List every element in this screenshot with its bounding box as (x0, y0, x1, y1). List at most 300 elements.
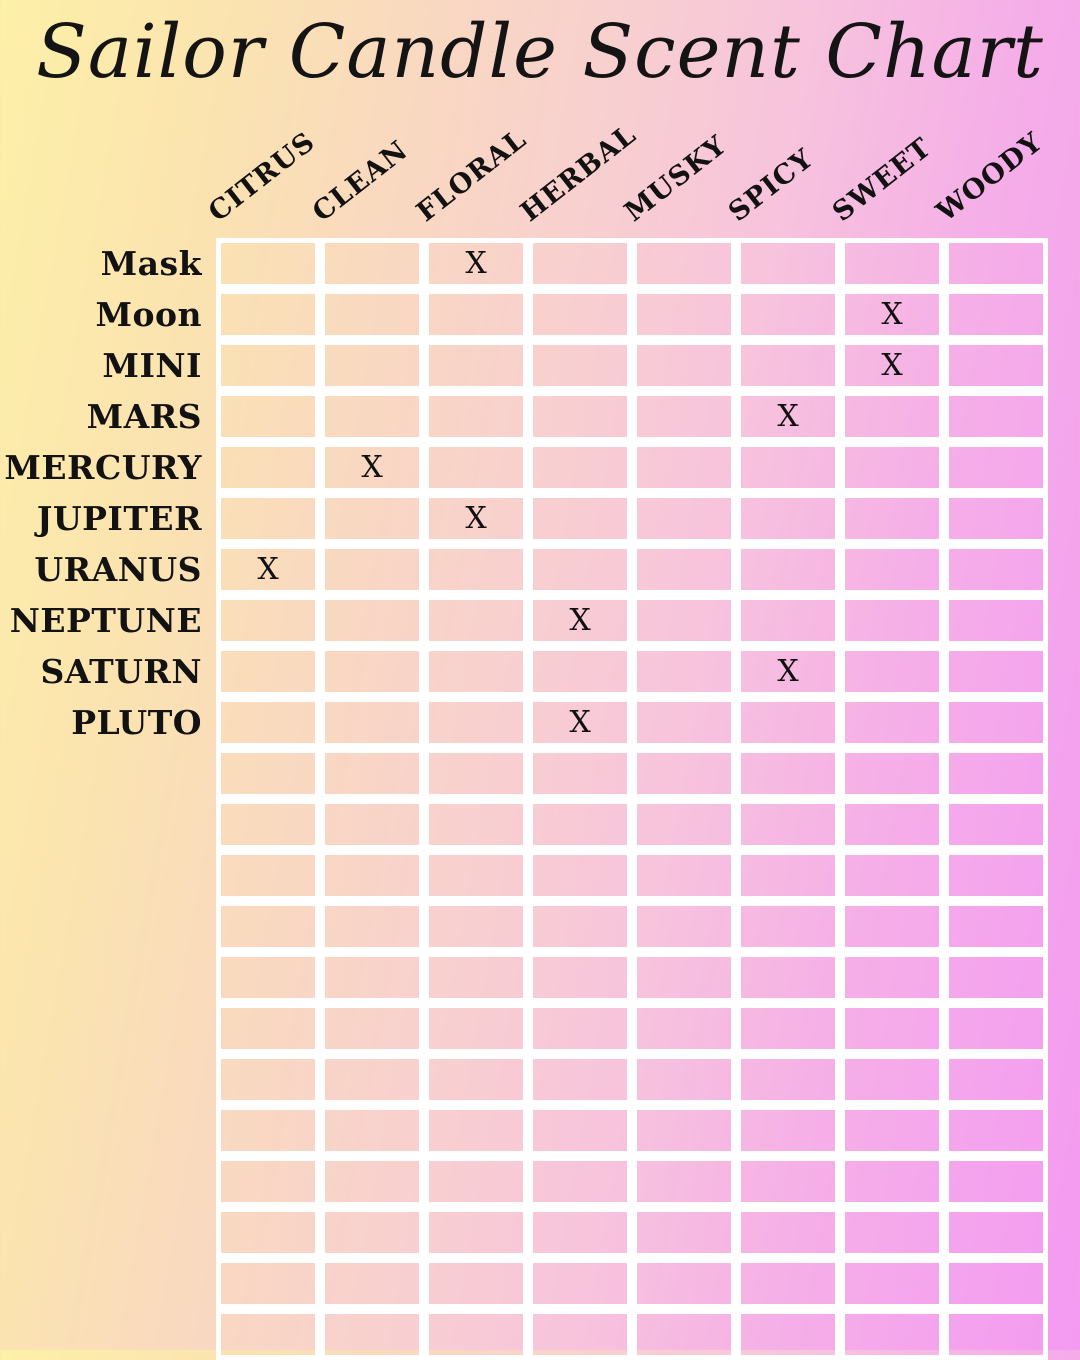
row-label-pluto: PLUTO (71, 703, 202, 742)
grid-cell[interactable] (632, 544, 736, 595)
grid-cell[interactable] (632, 1105, 736, 1156)
page-title: Sailor Candle Scent Chart (36, 9, 1044, 95)
grid-cell[interactable] (632, 646, 736, 697)
grid-cell[interactable] (216, 391, 320, 442)
grid-cell[interactable] (320, 1003, 424, 1054)
grid-cell[interactable] (736, 850, 840, 901)
cell-mark (533, 1110, 627, 1151)
grid-cell[interactable] (632, 901, 736, 952)
row-label-empty (0, 1258, 214, 1309)
grid-cell[interactable] (736, 442, 840, 493)
grid-cell[interactable] (632, 697, 736, 748)
table-row (216, 238, 1048, 289)
grid-cell[interactable] (736, 1054, 840, 1105)
table-row (216, 1105, 1048, 1156)
cell-mark (949, 1212, 1043, 1253)
row-label-empty (0, 952, 214, 1003)
cell-mark (637, 753, 731, 794)
cell-mark (637, 600, 731, 641)
grid-cell[interactable] (736, 697, 840, 748)
grid-cell[interactable] (320, 442, 424, 493)
grid-cell[interactable] (736, 646, 840, 697)
cell-mark (533, 447, 627, 488)
column-header-clean (306, 104, 424, 234)
cell-mark (221, 396, 315, 437)
grid-cell[interactable] (736, 493, 840, 544)
grid-cell[interactable] (840, 1156, 944, 1207)
table-row (216, 748, 1048, 799)
row-label-empty (0, 1207, 214, 1258)
table-row (216, 646, 1048, 697)
cell-mark (949, 1263, 1043, 1304)
grid-cell[interactable] (320, 901, 424, 952)
grid-cell[interactable] (944, 595, 1048, 646)
cell-mark (429, 345, 523, 386)
cell-mark (949, 651, 1043, 692)
grid-cell[interactable] (320, 850, 424, 901)
grid-cell[interactable] (528, 850, 632, 901)
grid-cell[interactable] (320, 1309, 424, 1360)
cell-mark (949, 702, 1043, 743)
grid-cell[interactable] (528, 391, 632, 442)
cell-mark: X (569, 603, 591, 638)
grid-cell[interactable] (736, 952, 840, 1003)
cell-mark (845, 1059, 939, 1100)
grid-cell[interactable] (424, 952, 528, 1003)
grid-cell[interactable] (632, 1258, 736, 1309)
cell-mark: X (569, 705, 591, 740)
cell-mark (741, 1263, 835, 1304)
grid-cell[interactable] (216, 1309, 320, 1360)
grid-cell[interactable] (840, 544, 944, 595)
cell-mark (741, 702, 835, 743)
cell-mark (533, 804, 627, 845)
grid-cell[interactable] (320, 952, 424, 1003)
cell-mark (429, 1059, 523, 1100)
grid-cell[interactable] (944, 1003, 1048, 1054)
cell-mark (533, 957, 627, 998)
grid-cell[interactable] (840, 289, 944, 340)
row-label-mercury: MERCURY (4, 448, 202, 487)
grid-cell[interactable] (424, 544, 528, 595)
grid-cell[interactable] (632, 799, 736, 850)
cell-mark (845, 906, 939, 947)
grid-cell[interactable] (424, 493, 528, 544)
cell-mark (533, 1161, 627, 1202)
grid-cell[interactable] (216, 952, 320, 1003)
column-header-label: FLORAL (410, 123, 533, 228)
grid-cell[interactable] (944, 493, 1048, 544)
cell-mark (221, 651, 315, 692)
grid-cell[interactable] (944, 1105, 1048, 1156)
grid-cell[interactable] (528, 289, 632, 340)
cell-mark (325, 1212, 419, 1253)
grid-cell[interactable] (944, 1156, 1048, 1207)
grid-cell[interactable] (424, 850, 528, 901)
grid-cell[interactable] (632, 1207, 736, 1258)
grid-cell[interactable] (528, 442, 632, 493)
cell-mark (325, 294, 419, 335)
cell-mark (741, 447, 835, 488)
grid-cell[interactable] (944, 289, 1048, 340)
grid-cell[interactable] (944, 748, 1048, 799)
cell-mark (949, 345, 1043, 386)
grid-cell[interactable] (736, 1207, 840, 1258)
grid-cell[interactable] (424, 442, 528, 493)
grid-cell[interactable] (944, 1309, 1048, 1360)
row-label-mask: Mask (100, 244, 202, 283)
grid-cell[interactable] (840, 850, 944, 901)
row-label-mars: MARS (86, 397, 202, 436)
grid-cell[interactable] (320, 595, 424, 646)
grid-cell[interactable] (216, 1258, 320, 1309)
grid-cell[interactable] (632, 850, 736, 901)
cell-mark (741, 957, 835, 998)
grid-cell[interactable] (216, 595, 320, 646)
grid-cell[interactable] (736, 595, 840, 646)
grid-cell[interactable] (320, 1054, 424, 1105)
cell-mark (845, 1314, 939, 1355)
grid-cell[interactable] (840, 1105, 944, 1156)
cell-mark (533, 855, 627, 896)
grid-cell[interactable] (528, 697, 632, 748)
grid-cell[interactable] (736, 1003, 840, 1054)
grid-cell[interactable] (944, 238, 1048, 289)
grid-cell[interactable] (528, 1309, 632, 1360)
column-header-spicy (722, 104, 840, 234)
cell-mark (429, 1008, 523, 1049)
cell-mark (221, 1110, 315, 1151)
grid-cell[interactable] (216, 1207, 320, 1258)
grid-cell[interactable] (216, 1003, 320, 1054)
grid-cell[interactable] (424, 391, 528, 442)
grid-cell[interactable] (632, 1309, 736, 1360)
grid-cell[interactable] (424, 1003, 528, 1054)
grid-cell[interactable] (736, 238, 840, 289)
grid-cell[interactable] (632, 1054, 736, 1105)
cell-mark (429, 804, 523, 845)
cell-mark (845, 1212, 939, 1253)
cell-mark (845, 447, 939, 488)
grid-cell[interactable] (736, 901, 840, 952)
cell-mark (949, 1110, 1043, 1151)
grid-cell[interactable] (320, 544, 424, 595)
table-row (216, 1258, 1048, 1309)
grid-cell[interactable] (528, 799, 632, 850)
cell-mark (637, 804, 731, 845)
grid-cell[interactable] (424, 1105, 528, 1156)
cell-mark (429, 702, 523, 743)
grid-cell[interactable] (528, 646, 632, 697)
grid-cell[interactable] (320, 646, 424, 697)
cell-mark (429, 1263, 523, 1304)
column-header-citrus (202, 104, 322, 234)
grid-cell[interactable] (528, 340, 632, 391)
grid-cell[interactable] (944, 544, 1048, 595)
cell-mark (741, 804, 835, 845)
grid-cell[interactable] (944, 799, 1048, 850)
grid-cell[interactable] (736, 748, 840, 799)
grid-cell[interactable] (944, 1258, 1048, 1309)
cell-mark (429, 651, 523, 692)
column-header-label: MUSKY (618, 129, 733, 228)
grid-cell[interactable] (528, 1258, 632, 1309)
cell-mark (949, 243, 1043, 284)
row-label-empty (0, 1003, 214, 1054)
grid-cell[interactable] (840, 1258, 944, 1309)
grid-cell[interactable] (528, 544, 632, 595)
grid-cell[interactable] (424, 1309, 528, 1360)
cell-mark (429, 1161, 523, 1202)
grid-cell[interactable] (840, 901, 944, 952)
cell-mark (429, 1110, 523, 1151)
grid-cell[interactable] (840, 340, 944, 391)
grid-cell[interactable] (840, 238, 944, 289)
grid-cell[interactable] (424, 238, 528, 289)
cell-mark (845, 957, 939, 998)
grid-cell[interactable] (632, 340, 736, 391)
grid-cell[interactable] (840, 748, 944, 799)
cell-mark (741, 498, 835, 539)
grid-cell[interactable] (944, 901, 1048, 952)
grid-cell[interactable] (320, 1207, 424, 1258)
cell-mark (221, 1161, 315, 1202)
grid-cell[interactable] (424, 1156, 528, 1207)
grid-cell[interactable] (944, 391, 1048, 442)
grid-cell[interactable] (736, 289, 840, 340)
grid-cell[interactable] (320, 799, 424, 850)
cell-mark (637, 1161, 731, 1202)
grid-cell[interactable] (528, 901, 632, 952)
grid-cell[interactable] (320, 748, 424, 799)
grid-cell[interactable] (736, 1156, 840, 1207)
grid-cell[interactable] (216, 799, 320, 850)
grid-cell[interactable] (528, 1054, 632, 1105)
table-row (216, 595, 1048, 646)
row-label-jupiter: JUPITER (36, 499, 202, 538)
cell-mark (637, 1110, 731, 1151)
grid-cell[interactable] (736, 1258, 840, 1309)
row-label-empty (0, 901, 214, 952)
cell-mark (741, 1110, 835, 1151)
cell-mark (949, 855, 1043, 896)
grid-cell[interactable] (736, 340, 840, 391)
grid-cell[interactable] (216, 697, 320, 748)
grid-cell[interactable] (216, 850, 320, 901)
grid-cell[interactable] (424, 799, 528, 850)
grid-cell[interactable] (216, 748, 320, 799)
grid-cell[interactable] (528, 1156, 632, 1207)
grid-cell[interactable] (528, 595, 632, 646)
cell-mark (325, 804, 419, 845)
grid-cell[interactable] (216, 901, 320, 952)
grid-cell[interactable] (320, 493, 424, 544)
grid-cell[interactable] (736, 391, 840, 442)
grid-cell[interactable] (528, 952, 632, 1003)
grid-cell[interactable] (424, 697, 528, 748)
grid-cell[interactable] (216, 289, 320, 340)
grid-cell[interactable] (736, 1105, 840, 1156)
grid-cell[interactable] (840, 952, 944, 1003)
grid-cell[interactable] (320, 1105, 424, 1156)
grid-cell[interactable] (320, 1258, 424, 1309)
grid-cell[interactable] (424, 289, 528, 340)
grid-cell[interactable] (840, 442, 944, 493)
cell-mark (221, 1314, 315, 1355)
grid-cell[interactable] (944, 850, 1048, 901)
cell-mark (741, 855, 835, 896)
grid-cell[interactable] (424, 646, 528, 697)
grid-cell[interactable] (944, 646, 1048, 697)
cell-mark (533, 1059, 627, 1100)
grid-cell[interactable] (320, 289, 424, 340)
row-label-saturn: SATURN (40, 652, 202, 691)
cell-mark: X (257, 552, 279, 587)
cell-mark: X (777, 654, 799, 689)
cell-mark (221, 243, 315, 284)
grid-cell[interactable] (424, 1054, 528, 1105)
grid-cell[interactable] (216, 1156, 320, 1207)
cell-mark (325, 957, 419, 998)
grid-cell[interactable] (528, 493, 632, 544)
grid-cell[interactable] (632, 493, 736, 544)
cell-mark (845, 498, 939, 539)
grid-cell[interactable] (632, 748, 736, 799)
column-header-label: WOODY (930, 126, 1049, 228)
cell-mark (429, 855, 523, 896)
row-label-uranus: URANUS (34, 550, 202, 589)
grid-cell[interactable] (840, 595, 944, 646)
grid-cell[interactable] (944, 697, 1048, 748)
grid-cell[interactable] (216, 238, 320, 289)
cell-mark (637, 345, 731, 386)
grid-cell[interactable] (632, 238, 736, 289)
grid-cell[interactable] (944, 952, 1048, 1003)
grid-cell[interactable] (320, 340, 424, 391)
cell-mark (429, 957, 523, 998)
grid-cell[interactable] (944, 340, 1048, 391)
cell-mark (637, 855, 731, 896)
row-label-mini: MINI (102, 346, 202, 385)
cell-mark (325, 906, 419, 947)
grid-cell[interactable] (840, 391, 944, 442)
grid-cell[interactable] (424, 340, 528, 391)
grid-cell[interactable] (840, 1207, 944, 1258)
grid-cell[interactable] (216, 442, 320, 493)
cell-mark (221, 345, 315, 386)
grid-cell[interactable] (528, 748, 632, 799)
grid-cell[interactable] (632, 391, 736, 442)
grid-cell[interactable] (632, 442, 736, 493)
cell-mark (533, 906, 627, 947)
grid-cell[interactable] (424, 1207, 528, 1258)
grid-cell[interactable] (840, 1003, 944, 1054)
cell-mark (533, 651, 627, 692)
grid-cell[interactable] (424, 901, 528, 952)
cell-mark (637, 957, 731, 998)
cell-mark (429, 1212, 523, 1253)
grid-cell[interactable] (736, 1309, 840, 1360)
grid-cell[interactable] (736, 799, 840, 850)
grid-cell[interactable] (944, 1054, 1048, 1105)
cell-mark (221, 804, 315, 845)
cell-mark (637, 906, 731, 947)
cell-mark (949, 549, 1043, 590)
grid-cell[interactable] (632, 1003, 736, 1054)
column-header-label: SWEET (826, 132, 938, 228)
grid-cell[interactable] (632, 952, 736, 1003)
row-label-empty (0, 850, 214, 901)
table-row (216, 391, 1048, 442)
grid-cell[interactable] (528, 238, 632, 289)
grid-cell[interactable] (216, 1054, 320, 1105)
grid-cell[interactable] (320, 391, 424, 442)
cell-mark (845, 804, 939, 845)
grid-cell[interactable] (216, 646, 320, 697)
grid-cell[interactable] (944, 442, 1048, 493)
grid-cell[interactable] (216, 340, 320, 391)
grid-cell[interactable] (944, 1207, 1048, 1258)
cell-mark (949, 294, 1043, 335)
table-row (216, 340, 1048, 391)
grid-cell[interactable] (424, 1258, 528, 1309)
grid-cell[interactable] (840, 697, 944, 748)
grid-cell[interactable] (528, 1003, 632, 1054)
grid-cell[interactable] (216, 1105, 320, 1156)
cell-mark (637, 702, 731, 743)
column-header-musky (618, 104, 736, 234)
cell-mark (741, 753, 835, 794)
cell-mark (741, 1314, 835, 1355)
table-row (216, 697, 1048, 748)
cell-mark (533, 549, 627, 590)
cell-mark: X (465, 501, 487, 536)
table-row (216, 1309, 1048, 1360)
grid-cell[interactable] (840, 799, 944, 850)
cell-mark (949, 753, 1043, 794)
column-header-label: CLEAN (306, 134, 415, 228)
grid-cell[interactable] (840, 646, 944, 697)
grid-cell[interactable] (840, 493, 944, 544)
row-label-neptune: NEPTUNE (9, 601, 202, 640)
grid-cell[interactable] (320, 1156, 424, 1207)
cell-mark (221, 753, 315, 794)
grid-cell[interactable] (632, 595, 736, 646)
grid-cell[interactable] (320, 238, 424, 289)
grid-cell[interactable] (632, 289, 736, 340)
cell-mark (221, 600, 315, 641)
cell-mark (221, 447, 315, 488)
grid-cell[interactable] (216, 493, 320, 544)
grid-cell[interactable] (424, 595, 528, 646)
grid-cell[interactable] (320, 697, 424, 748)
grid-cell[interactable] (216, 544, 320, 595)
cell-mark (845, 1008, 939, 1049)
cell-mark (325, 1314, 419, 1355)
grid-cell[interactable] (840, 1309, 944, 1360)
grid-cell[interactable] (528, 1207, 632, 1258)
cell-mark (741, 1161, 835, 1202)
cell-mark (533, 1314, 627, 1355)
table-row (216, 289, 1048, 340)
grid-cell[interactable] (840, 1054, 944, 1105)
cell-mark (325, 753, 419, 794)
grid-cell[interactable] (632, 1156, 736, 1207)
grid-cell[interactable] (736, 544, 840, 595)
grid-cell[interactable] (528, 1105, 632, 1156)
grid-cell[interactable] (424, 748, 528, 799)
cell-mark (637, 1008, 731, 1049)
